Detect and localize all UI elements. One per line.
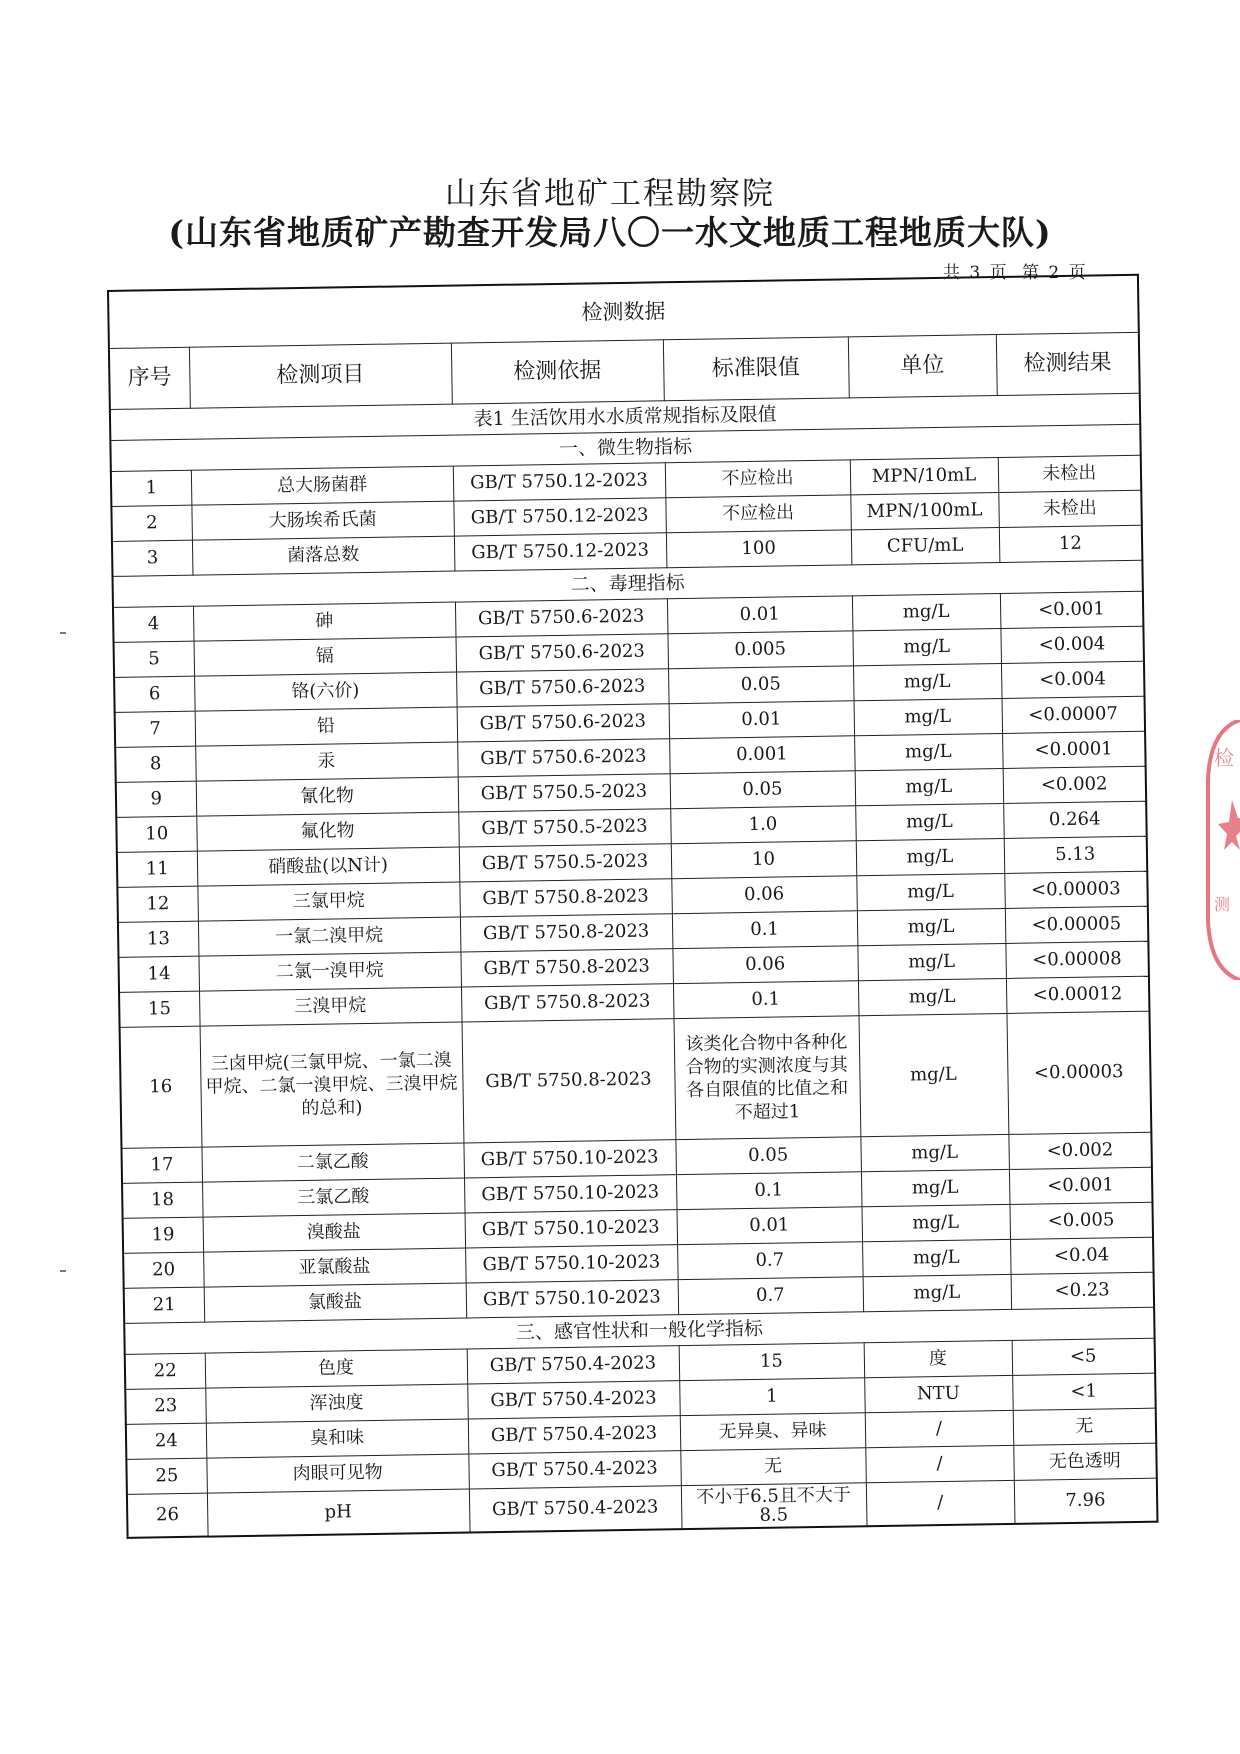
- cell-index: 12: [117, 886, 198, 922]
- cell-index: 7: [115, 711, 196, 747]
- cell-item: 三氯甲烷: [197, 882, 460, 921]
- cell-index: 9: [116, 781, 197, 817]
- table-row: [120, 1011, 1152, 1148]
- cell-item: 大肠埃希氏菌: [191, 501, 454, 540]
- cell-item: 氯酸盐: [204, 1283, 467, 1322]
- cell-index: 24: [126, 1423, 207, 1459]
- cell-item: 二氯乙酸: [201, 1143, 464, 1182]
- cell-unit: mg/L: [857, 908, 1006, 945]
- cell-limit: 不应检出: [665, 495, 851, 533]
- cell-limit: 0.05: [670, 771, 856, 809]
- cell-result: 0.264: [1003, 801, 1147, 838]
- cell-unit: MPN/10mL: [850, 458, 999, 495]
- section-title: 三、感官性状和一般化学指标: [124, 1307, 1154, 1354]
- col-header-unit: 单位: [848, 335, 997, 398]
- cell-result: <1: [1012, 1373, 1156, 1410]
- cell-unit: mg/L: [858, 1013, 1008, 1136]
- cell-result: <5: [1012, 1338, 1156, 1375]
- col-header-result: 检测结果: [996, 332, 1140, 395]
- cell-result: <0.001: [1009, 1167, 1153, 1204]
- cell-limit: 无: [680, 1448, 866, 1486]
- cell-item: 硝酸盐(以N计): [197, 847, 460, 886]
- cell-unit: mg/L: [858, 978, 1007, 1015]
- page-total: 共 3 页: [943, 263, 1009, 283]
- svg-text:检: 检: [1214, 746, 1234, 770]
- col-header-method: 检测依据: [451, 340, 664, 404]
- cell-method: GB/T 5750.5-2023: [459, 844, 672, 882]
- cell-result: <0.00007: [1002, 696, 1146, 733]
- cell-index: 1: [111, 470, 192, 506]
- results-table: [107, 274, 1159, 1539]
- cell-result: <0.005: [1009, 1202, 1153, 1239]
- org-name: 山东省地矿工程勘察院: [445, 176, 775, 212]
- cell-unit: mg/L: [854, 733, 1003, 770]
- cell-unit: 度: [864, 1340, 1013, 1377]
- cell-index: 19: [123, 1217, 204, 1253]
- cell-unit: mg/L: [861, 1204, 1010, 1241]
- cell-result: <0.04: [1010, 1237, 1154, 1274]
- cell-method: GB/T 5750.10-2023: [464, 1175, 677, 1213]
- cell-method: GB/T 5750.12-2023: [454, 533, 667, 571]
- cell-index: 10: [116, 816, 197, 852]
- cell-unit: mg/L: [856, 873, 1005, 910]
- cell-result: <0.00003: [1004, 871, 1148, 908]
- cell-limit: 0.001: [669, 736, 855, 774]
- cell-unit: mg/L: [857, 943, 1006, 980]
- cell-item: 镉: [194, 637, 457, 676]
- cell-limit: 100: [666, 530, 852, 568]
- cell-limit: 0.06: [671, 876, 857, 914]
- cell-item: 一氯二溴甲烷: [198, 917, 461, 956]
- col-header-limit: 标准限值: [663, 337, 849, 401]
- cell-item: 浑浊度: [205, 1384, 468, 1423]
- table-title: 检测数据: [108, 275, 1139, 349]
- cell-limit: 0.05: [675, 1137, 861, 1175]
- table-caption: 表1 生活饮用水水质常规指标及限值: [110, 393, 1140, 440]
- cell-index: 4: [113, 606, 194, 642]
- cell-item: pH: [207, 1489, 470, 1537]
- cell-index: 26: [127, 1493, 208, 1538]
- cell-limit: 0.1: [672, 911, 858, 949]
- cell-method: GB/T 5750.10-2023: [463, 1140, 676, 1178]
- cell-index: 16: [120, 1026, 202, 1148]
- cell-limit: 0.1: [673, 981, 859, 1019]
- cell-result: <0.00008: [1005, 941, 1149, 978]
- cell-item: 三氯乙酸: [202, 1178, 465, 1217]
- cell-unit: mg/L: [856, 838, 1005, 875]
- cell-method: GB/T 5750.4-2023: [468, 1451, 681, 1489]
- cell-limit: 0.01: [677, 1207, 863, 1245]
- cell-result: <0.002: [1003, 766, 1147, 803]
- cell-result: <0.00012: [1006, 976, 1150, 1013]
- cell-unit: mg/L: [863, 1274, 1012, 1311]
- cell-result: <0.004: [1001, 661, 1145, 698]
- cell-unit: mg/L: [860, 1134, 1009, 1171]
- cell-method: GB/T 5750.8-2023: [459, 879, 672, 917]
- cell-item: 臭和味: [206, 1419, 469, 1458]
- cell-index: 2: [111, 505, 192, 541]
- cell-limit: 无异臭、异味: [680, 1413, 866, 1451]
- cell-item: 二氯一溴甲烷: [198, 952, 461, 991]
- cell-index: 20: [123, 1252, 204, 1288]
- cell-item: 砷: [193, 602, 456, 641]
- cell-item: 三卤甲烷(三氯甲烷、一氯二溴甲烷、二氯一溴甲烷、三溴甲烷的总和): [200, 1022, 464, 1147]
- cell-limit: 0.7: [678, 1277, 864, 1315]
- cell-method: GB/T 5750.4-2023: [469, 1486, 682, 1533]
- cell-method: GB/T 5750.5-2023: [458, 774, 671, 812]
- cell-unit: NTU: [864, 1375, 1013, 1412]
- org-subtitle: (山东省地质矿产勘查开发局八〇一水文地质工程地质大队): [168, 213, 1052, 252]
- cell-method: GB/T 5750.12-2023: [453, 463, 666, 501]
- scan-mark: [60, 1270, 66, 1272]
- cell-index: 6: [114, 676, 195, 712]
- cell-method: GB/T 5750.6-2023: [455, 634, 668, 672]
- cell-method: GB/T 5750.10-2023: [465, 1245, 678, 1283]
- cell-result: <0.00005: [1005, 906, 1149, 943]
- cell-method: GB/T 5750.4-2023: [468, 1416, 681, 1454]
- cell-index: 5: [114, 641, 195, 677]
- cell-index: 14: [118, 956, 199, 992]
- cell-unit: mg/L: [852, 594, 1001, 631]
- cell-index: 23: [125, 1388, 206, 1424]
- cell-index: 8: [115, 746, 196, 782]
- cell-item: 三溴甲烷: [199, 987, 462, 1026]
- cell-item: 肉眼可见物: [206, 1454, 469, 1493]
- cell-limit: 15: [679, 1343, 865, 1381]
- cell-result: 12: [999, 525, 1143, 562]
- cell-unit: MPN/100mL: [850, 493, 999, 530]
- cell-index: 15: [119, 991, 200, 1027]
- cell-limit: 0.06: [672, 946, 858, 984]
- cell-item: 总大肠菌群: [191, 466, 454, 505]
- cell-unit: CFU/mL: [851, 528, 1000, 565]
- cell-method: GB/T 5750.8-2023: [460, 949, 673, 987]
- cell-result: <0.002: [1008, 1132, 1152, 1169]
- cell-limit: 0.01: [667, 596, 853, 634]
- section-title: 二、毒理指标: [113, 560, 1143, 607]
- cell-result: 未检出: [998, 455, 1142, 492]
- cell-result: <0.001: [1000, 591, 1144, 628]
- cell-method: GB/T 5750.6-2023: [455, 599, 668, 637]
- cell-unit: mg/L: [854, 698, 1003, 735]
- cell-result: 无: [1013, 1408, 1157, 1445]
- cell-unit: mg/L: [855, 768, 1004, 805]
- results-table-body: [108, 275, 1158, 1538]
- cell-method: GB/T 5750.10-2023: [466, 1280, 679, 1318]
- cell-result: <0.00003: [1006, 1011, 1151, 1134]
- cell-item: 溴酸盐: [203, 1213, 466, 1252]
- cell-result: 7.96: [1014, 1478, 1158, 1524]
- cell-result: 无色透明: [1013, 1443, 1157, 1480]
- cell-limit: 不应检出: [665, 460, 851, 498]
- cell-method: GB/T 5750.6-2023: [456, 669, 669, 707]
- cell-method: GB/T 5750.12-2023: [453, 498, 666, 536]
- cell-unit: mg/L: [853, 664, 1002, 701]
- cell-index: 17: [121, 1147, 202, 1183]
- cell-limit: 0.1: [676, 1172, 862, 1210]
- cell-item: 色度: [205, 1349, 468, 1388]
- cell-result: 未检出: [998, 490, 1142, 527]
- cell-limit: 0.7: [677, 1242, 863, 1280]
- scan-mark: [60, 632, 66, 634]
- cell-limit: 1: [679, 1378, 865, 1416]
- results-table-wrapper: [107, 274, 1156, 1539]
- cell-unit: /: [866, 1480, 1015, 1526]
- cell-index: 22: [125, 1353, 206, 1389]
- cell-limit: 该类化合物中各种化合物的实测浓度与其各自限值的比值之和不超过1: [674, 1016, 861, 1140]
- page-current: 第 2 页: [1022, 263, 1088, 283]
- cell-method: GB/T 5750.4-2023: [467, 1381, 680, 1419]
- cell-index: 11: [117, 851, 198, 887]
- cell-unit: mg/L: [861, 1169, 1010, 1206]
- cell-method: GB/T 5750.6-2023: [457, 739, 670, 777]
- col-header-index: 序号: [109, 347, 190, 409]
- cell-limit: 不小于6.5且不大于8.5: [681, 1483, 867, 1529]
- col-header-item: 检测项目: [189, 343, 452, 408]
- cell-unit: /: [865, 1445, 1014, 1482]
- cell-method: GB/T 5750.8-2023: [460, 914, 673, 952]
- cell-unit: /: [865, 1410, 1014, 1447]
- cell-method: GB/T 5750.4-2023: [467, 1346, 680, 1384]
- cell-item: 汞: [195, 742, 458, 781]
- cell-method: GB/T 5750.10-2023: [465, 1210, 678, 1248]
- cell-result: 5.13: [1004, 836, 1148, 873]
- cell-result: <0.004: [1000, 626, 1144, 663]
- cell-unit: mg/L: [855, 803, 1004, 840]
- cell-index: 21: [124, 1287, 205, 1323]
- cell-result: <0.0001: [1002, 731, 1146, 768]
- cell-method: GB/T 5750.8-2023: [461, 984, 674, 1022]
- section-title: 一、微生物指标: [110, 424, 1140, 471]
- cell-limit: 10: [671, 841, 857, 879]
- cell-item: 氰化物: [196, 777, 459, 816]
- cell-limit: 0.01: [669, 701, 855, 739]
- cell-item: 铅: [195, 707, 458, 746]
- cell-method: GB/T 5750.8-2023: [462, 1019, 676, 1143]
- cell-index: 13: [118, 921, 199, 957]
- cell-index: 3: [112, 540, 193, 576]
- red-seal-stamp: [1200, 720, 1240, 980]
- cell-result: <0.23: [1011, 1272, 1155, 1309]
- cell-index: 18: [122, 1182, 203, 1218]
- svg-text:测: 测: [1214, 895, 1231, 914]
- cell-item: 菌落总数: [192, 536, 455, 575]
- cell-item: 铬(六价): [194, 672, 457, 711]
- cell-item: 氟化物: [196, 812, 459, 851]
- cell-unit: mg/L: [852, 629, 1001, 666]
- cell-index: 25: [126, 1458, 207, 1494]
- cell-method: GB/T 5750.6-2023: [457, 704, 670, 742]
- cell-method: GB/T 5750.5-2023: [458, 809, 671, 847]
- cell-item: 亚氯酸盐: [203, 1248, 466, 1287]
- cell-limit: 1.0: [670, 806, 856, 844]
- cell-limit: 0.05: [668, 666, 854, 704]
- cell-limit: 0.005: [667, 631, 853, 669]
- cell-unit: mg/L: [862, 1239, 1011, 1276]
